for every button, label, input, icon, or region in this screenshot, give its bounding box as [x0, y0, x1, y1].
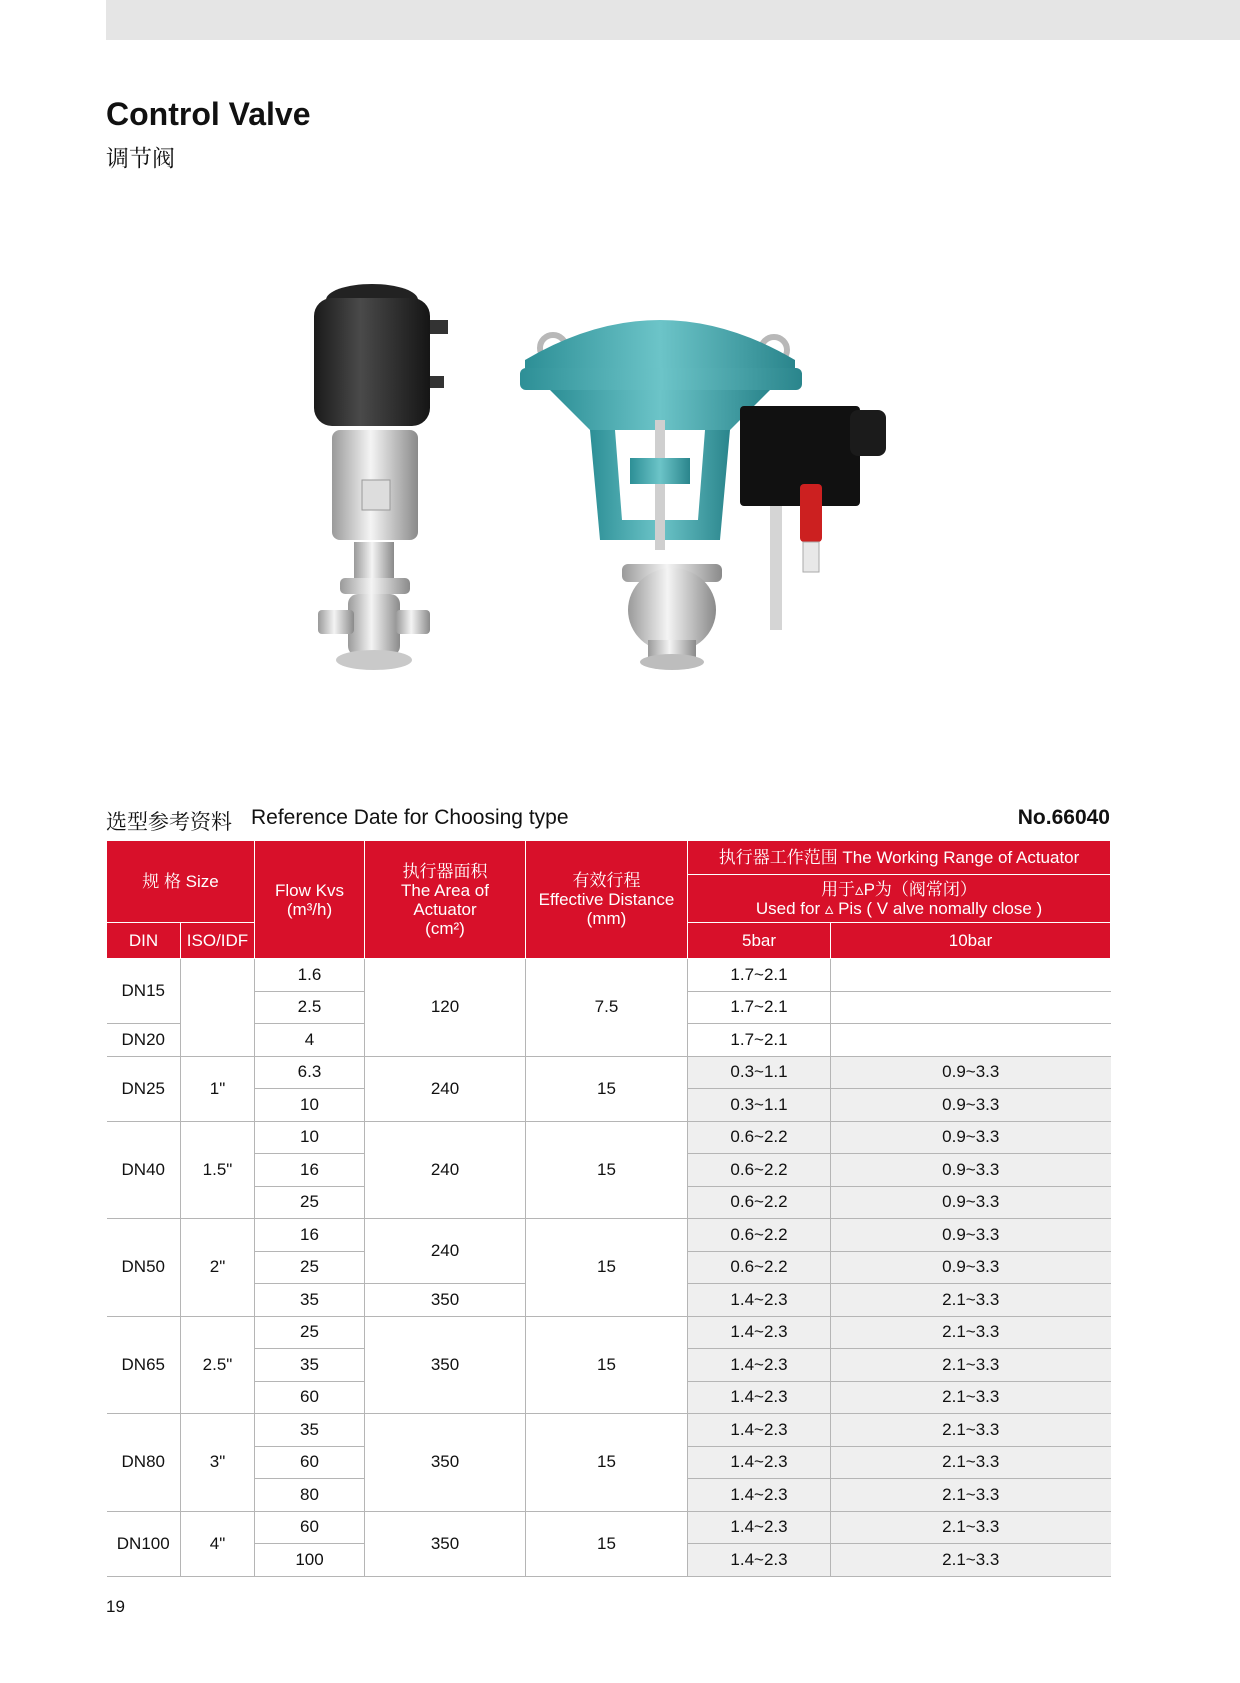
cell-5bar: 0.3~1.1	[688, 1089, 831, 1122]
cell-area: 350	[365, 1414, 526, 1512]
header-flow-unit: (m³/h)	[286, 899, 333, 919]
cell-din: DN100	[107, 1511, 181, 1576]
cell-5bar: 1.4~2.3	[688, 1414, 831, 1447]
header-5bar: 5bar	[688, 923, 831, 959]
cell-kvs: 35	[255, 1414, 365, 1447]
cell-10bar: 2.1~3.3	[831, 1446, 1111, 1479]
cell-din: DN50	[107, 1219, 181, 1317]
cell-distance: 15	[526, 1414, 688, 1512]
table-row	[107, 1511, 1111, 1544]
page-subtitle: 调节阀	[106, 145, 175, 171]
cell-area: 120	[365, 959, 526, 1057]
header-area-cn: 执行器面积	[402, 861, 488, 881]
cell-distance: 15	[526, 1121, 688, 1219]
cell-area: 350	[365, 1511, 526, 1576]
cell-10bar: 0.9~3.3	[831, 1251, 1111, 1284]
cell-5bar: 0.6~2.2	[688, 1186, 831, 1219]
page-title: Control Valve	[106, 96, 311, 132]
cell-kvs: 10	[255, 1121, 365, 1154]
cell-10bar: 2.1~3.3	[831, 1414, 1111, 1447]
cell-area: 240	[365, 1056, 526, 1121]
header-area-en1: The Area of	[401, 880, 489, 900]
header-distance	[526, 841, 688, 959]
cell-5bar: 0.6~2.2	[688, 1121, 831, 1154]
cell-distance: 15	[526, 1219, 688, 1317]
cell-10bar	[831, 959, 1111, 992]
cell-distance: 15	[526, 1511, 688, 1576]
cell-din: DN65	[107, 1316, 181, 1414]
header-din: DIN	[107, 923, 181, 959]
header-used-en: Used for ▵ Pis ( V alve nomally close )	[755, 898, 1043, 918]
cell-kvs: 2.5	[255, 991, 365, 1024]
table-row	[107, 1414, 1111, 1447]
cell-kvs: 80	[255, 1479, 365, 1512]
cell-5bar: 1.4~2.3	[688, 1479, 831, 1512]
catalog-number: No.66040	[1017, 806, 1110, 829]
cell-10bar: 0.9~3.3	[831, 1056, 1111, 1089]
cell-5bar: 0.6~2.2	[688, 1154, 831, 1187]
cell-iso: 1.5"	[181, 1121, 255, 1219]
header-used-for	[688, 875, 1111, 923]
section-heading	[106, 806, 1110, 834]
header-size: 规 格 Size	[107, 841, 255, 923]
section-title-cn: 选型参考资料	[106, 811, 232, 834]
header-working-range: 执行器工作范围 The Working Range of Actuator	[688, 841, 1111, 875]
cell-5bar: 0.6~2.2	[688, 1219, 831, 1252]
header-area-unit: (cm²)	[425, 918, 465, 938]
table-row	[107, 1219, 1111, 1252]
cell-10bar: 0.9~3.3	[831, 1154, 1111, 1187]
cell-10bar: 2.1~3.3	[831, 1284, 1111, 1317]
cell-kvs: 60	[255, 1446, 365, 1479]
cell-iso: 3"	[181, 1414, 255, 1512]
cell-area: 350	[365, 1284, 526, 1317]
header-flow-label: Flow Kvs	[275, 880, 344, 900]
cell-kvs: 25	[255, 1316, 365, 1349]
page-number: 19	[106, 1597, 125, 1616]
cell-kvs: 6.3	[255, 1056, 365, 1089]
cell-distance: 15	[526, 1056, 688, 1121]
cell-5bar: 1.4~2.3	[688, 1381, 831, 1414]
cell-iso: 2.5"	[181, 1316, 255, 1414]
cell-10bar: 2.1~3.3	[831, 1511, 1111, 1544]
cell-5bar: 1.7~2.1	[688, 991, 831, 1024]
cell-din: DN25	[107, 1056, 181, 1121]
cell-area: 350	[365, 1316, 526, 1414]
cell-kvs: 1.6	[255, 959, 365, 992]
cell-kvs: 25	[255, 1251, 365, 1284]
table-row	[107, 1121, 1111, 1154]
cell-5bar: 0.6~2.2	[688, 1251, 831, 1284]
section-title-en: Reference Date for Choosing type	[251, 806, 569, 829]
cell-area: 240	[365, 1121, 526, 1219]
cell-kvs: 10	[255, 1089, 365, 1122]
header-used-cn: 用于▵P为（阀常闭）	[821, 879, 977, 899]
cell-kvs: 16	[255, 1219, 365, 1252]
cell-kvs: 35	[255, 1284, 365, 1317]
cell-iso: 1"	[181, 1056, 255, 1121]
header-area-en2: Actuator	[413, 899, 477, 919]
cell-10bar: 2.1~3.3	[831, 1544, 1111, 1577]
cell-10bar: 0.9~3.3	[831, 1121, 1111, 1154]
cell-kvs: 4	[255, 1024, 365, 1057]
cell-iso	[181, 959, 255, 1057]
cell-5bar: 1.4~2.3	[688, 1446, 831, 1479]
cell-area: 240	[365, 1219, 526, 1284]
cell-10bar: 2.1~3.3	[831, 1479, 1111, 1512]
cell-10bar	[831, 1024, 1111, 1057]
cell-kvs: 60	[255, 1511, 365, 1544]
cell-5bar: 1.4~2.3	[688, 1284, 831, 1317]
cell-5bar: 1.4~2.3	[688, 1511, 831, 1544]
cell-10bar: 2.1~3.3	[831, 1316, 1111, 1349]
header-flow	[255, 841, 365, 959]
top-banner	[106, 0, 1240, 40]
cell-10bar: 0.9~3.3	[831, 1089, 1111, 1122]
header-distance-en: Effective Distance	[538, 890, 675, 909]
cell-5bar: 1.4~2.3	[688, 1544, 831, 1577]
cell-kvs: 100	[255, 1544, 365, 1577]
cell-10bar	[831, 991, 1111, 1024]
pneumatic-valve-image	[314, 284, 448, 670]
cell-10bar: 0.9~3.3	[831, 1186, 1111, 1219]
cell-10bar: 2.1~3.3	[831, 1349, 1111, 1382]
cell-din: DN80	[107, 1414, 181, 1512]
cell-kvs: 35	[255, 1349, 365, 1382]
cell-10bar: 0.9~3.3	[831, 1219, 1111, 1252]
cell-5bar: 1.7~2.1	[688, 1024, 831, 1057]
cell-5bar: 1.7~2.1	[688, 959, 831, 992]
header-iso: ISO/IDF	[181, 923, 255, 959]
table-row	[107, 1316, 1111, 1349]
header-distance-cn: 有效行程	[572, 871, 641, 890]
cell-kvs: 25	[255, 1186, 365, 1219]
header-area	[365, 841, 526, 959]
selection-table	[106, 840, 1111, 1577]
cell-distance: 15	[526, 1316, 688, 1414]
cell-iso: 4"	[181, 1511, 255, 1576]
cell-10bar: 2.1~3.3	[831, 1381, 1111, 1414]
table-row	[107, 1056, 1111, 1089]
cell-din: DN20	[107, 1024, 181, 1057]
cell-5bar: 1.4~2.3	[688, 1316, 831, 1349]
product-images	[300, 280, 920, 720]
cell-din: DN40	[107, 1121, 181, 1219]
cell-din: DN15	[107, 959, 181, 1024]
table-row	[107, 959, 1111, 992]
control-valve-image	[520, 320, 886, 670]
cell-iso: 2"	[181, 1219, 255, 1317]
cell-5bar: 0.3~1.1	[688, 1056, 831, 1089]
header-10bar: 10bar	[831, 923, 1111, 959]
cell-distance: 7.5	[526, 959, 688, 1057]
header-distance-unit: (mm)	[586, 909, 627, 928]
cell-kvs: 60	[255, 1381, 365, 1414]
cell-5bar: 1.4~2.3	[688, 1349, 831, 1382]
cell-kvs: 16	[255, 1154, 365, 1187]
